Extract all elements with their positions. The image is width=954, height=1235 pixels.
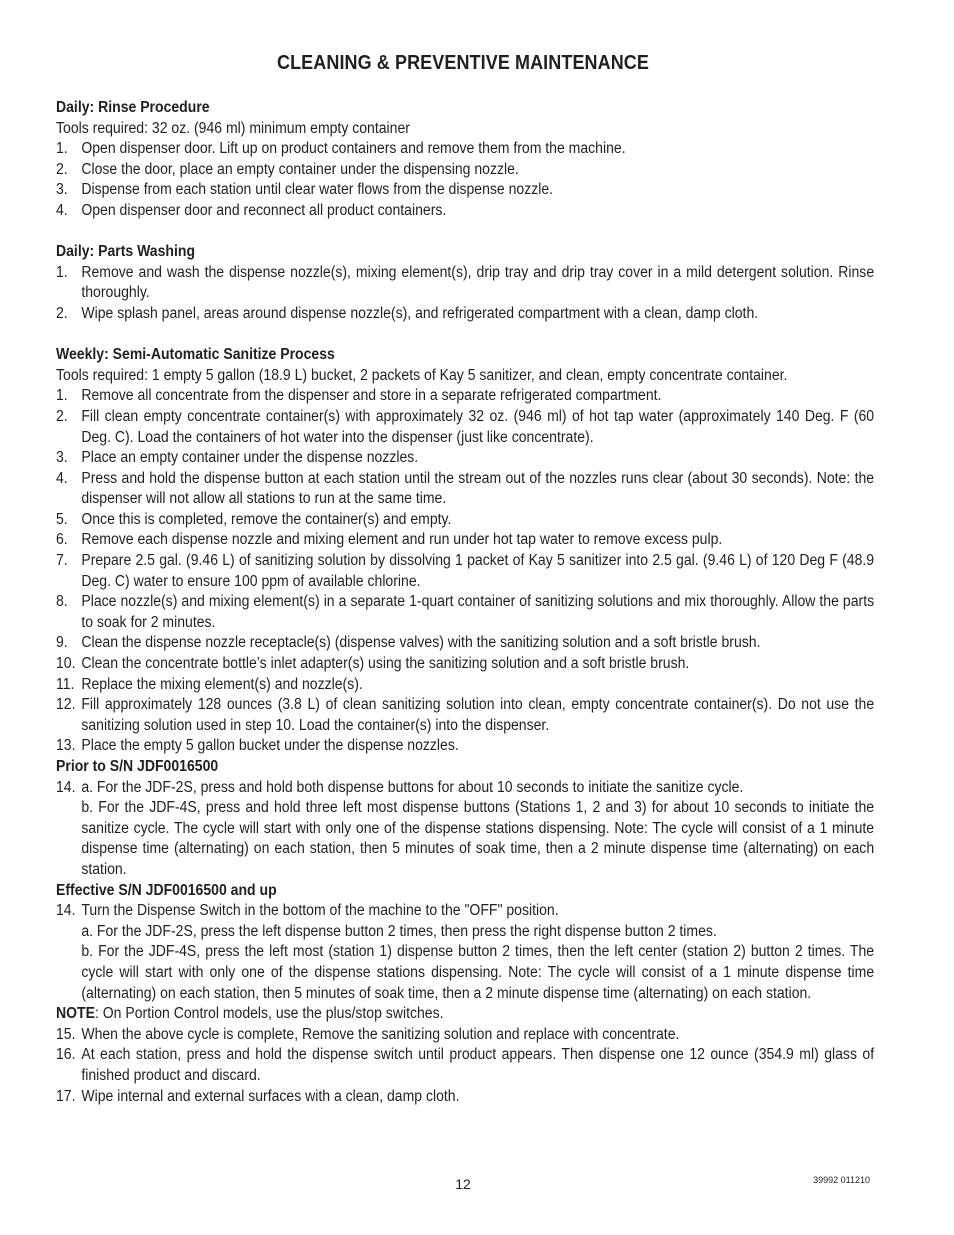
list-item: [56, 386, 874, 407]
step-number: 8.: [56, 593, 68, 611]
washing-heading: Daily: Parts Washing: [56, 243, 196, 261]
parts-washing-section: [56, 242, 874, 324]
step-text: Place an empty container under the dispense nozzles.: [81, 449, 419, 467]
step-text: Turn the Dispense Switch in the bottom of the machine to the "OFF" position.: [81, 902, 559, 920]
step-number: 17.: [56, 1087, 76, 1105]
step-number: 3.: [56, 449, 68, 467]
rinse-heading: Daily: Rinse Procedure: [56, 99, 210, 116]
step-number: 5.: [56, 510, 68, 528]
step-number: 4.: [56, 201, 68, 219]
list-item: [56, 160, 874, 181]
step-text: Press and hold the dispense button at each station until the stream out of the nozzles runs clear (about 30 seconds). Note: the dispenser will not allow all stations to run at the same time.: [81, 469, 875, 508]
step-text: Place nozzle(s) and mixing element(s) in a separate 1-quart container of sanitizing solutions and mix thoroughly. Allow the parts to soak for 2 minutes.: [81, 593, 875, 631]
sanitize-heading: Weekly: Semi-Automatic Sanitize Process: [56, 346, 335, 364]
step-text: Place the empty 5 gallon bucket under the dispense nozzles.: [81, 737, 459, 755]
list-item: [56, 510, 874, 531]
step-text: When the above cycle is complete, Remove the sanitizing solution and replace with concentrate.: [81, 1025, 680, 1043]
step-number: 3.: [56, 181, 68, 199]
step-text: Remove and wash the dispense nozzle(s), mixing element(s), drip tray and drip tray cover in a mild detergent solution. Rinse thoroughly.: [81, 263, 875, 302]
list-item: [56, 778, 874, 799]
list-item: [56, 901, 874, 922]
list-item: [56, 201, 874, 222]
prior-serial-heading: Prior to S/N JDF0016500: [56, 758, 219, 775]
sub-step-text: a. For the JDF-2S, press the left dispense button 2 times, then press the right dispense button 2 times.: [81, 922, 717, 940]
list-item: [56, 180, 874, 201]
rinse-procedure-section: [56, 98, 874, 222]
document-code: 39992 011210: [813, 1175, 870, 1185]
document-body: [56, 98, 874, 1128]
step-text: Prepare 2.5 gal. (9.46 L) of sanitizing solution by dissolving 1 packet of Kay 5 sanitizer into 2.5 gal. (9.46 L) of 120 Deg F (48.9 Deg. C) water to ensure 100 ppm of available chlorine.: [81, 552, 875, 590]
step-number: 15.: [56, 1025, 76, 1043]
step-text: Close the door, place an empty container under the dispensing nozzle.: [81, 160, 519, 178]
step-number: 1.: [56, 387, 68, 405]
list-item: [56, 675, 874, 696]
step-number: 14.: [56, 778, 76, 796]
list-item: [56, 407, 874, 448]
step-number: 6.: [56, 531, 68, 549]
step-text: Open dispenser door and reconnect all product containers.: [81, 201, 447, 219]
list-item: [56, 736, 874, 757]
list-item: [56, 633, 874, 654]
step-text: Open dispenser door. Lift up on product containers and remove them from the machine.: [81, 140, 626, 158]
step-text: Clean the concentrate bottle’s inlet adapter(s) using the sanitizing solution and a soft bristle brush.: [81, 655, 690, 673]
step-text: Fill clean empty concentrate container(s) with approximately 32 oz. (946 ml) of hot tap water (approximately 140 Deg. F (60 Deg. C). Load the containers of hot water into the dispenser (just like concentrate).: [81, 407, 875, 446]
list-item: [56, 1045, 874, 1086]
step-number: 13.: [56, 737, 76, 755]
page-title: CLEANING & PREVENTIVE MAINTENANCE: [276, 52, 650, 74]
step-text: Replace the mixing element(s) and nozzle(s).: [81, 675, 363, 693]
list-item: [56, 1025, 874, 1046]
sanitize-tools: Tools required: 1 empty 5 gallon (18.9 L) bucket, 2 packets of Kay 5 sanitizer, and clean, empty concentrate container.: [56, 366, 788, 384]
note: [56, 1004, 874, 1025]
step-text: a. For the JDF-2S, press and hold both dispense buttons for about 10 seconds to initiate the sanitize cycle.: [81, 778, 744, 796]
step-number: 7.: [56, 552, 68, 570]
list-item: [56, 304, 874, 325]
effective-serial-heading: Effective S/N JDF0016500 and up: [56, 881, 277, 899]
note-text: : On Portion Control models, use the plus/stop switches.: [94, 1005, 444, 1023]
step-number: 10.: [56, 655, 76, 673]
step-number: 14.: [56, 902, 76, 920]
page-number: 12: [455, 1176, 471, 1192]
step-text: Wipe splash panel, areas around dispense nozzle(s), and refrigerated compartment with a clean, damp cloth.: [81, 304, 759, 322]
step-text: Dispense from each station until clear water flows from the dispense nozzle.: [81, 181, 554, 199]
list-item: [56, 530, 874, 551]
sub-step-text: b. For the JDF-4S, press the left most (station 1) dispense button 2 times, then the left center (station 2) button 2 times. The cycle will start with only one of the dispense stations dispensing. Note: The cycle will consist of a 1 minute dispense time (alternating) on each station, then 5 minutes of soak time, then a 2 minute dispense time (alternating) on each station.: [81, 943, 875, 1002]
rinse-tools: Tools required: 32 oz. (946 ml) minimum empty container: [56, 119, 410, 137]
sanitize-section: [56, 345, 874, 1107]
step-text: Remove all concentrate from the dispenser and store in a separate refrigerated compartment.: [81, 387, 662, 405]
step-text: Once this is completed, remove the container(s) and empty.: [81, 510, 452, 528]
list-item: [56, 263, 874, 304]
step-text: At each station, press and hold the dispense switch until product appears. Then dispense one 12 ounce (354.9 ml) glass of finished product and discard.: [81, 1046, 875, 1084]
list-item: [56, 469, 874, 510]
sub-step-text: b. For the JDF-4S, press and hold three left most dispense buttons (Stations 1, 2 and 3) for about 10 seconds to initiate the sanitize cycle. The cycle will start with only one of the dispense stations dispensing. Note: The cycle will consist of a 1 minute dispense time (alternating) on each station, then 5 minutes of soak time, then a 2 minute dispense time (alternating) on each station.: [81, 799, 875, 878]
list-item: [56, 448, 874, 469]
step-number: 16.: [56, 1046, 76, 1064]
step-text: Wipe internal and external surfaces with a clean, damp cloth.: [81, 1087, 460, 1105]
step-text: Remove each dispense nozzle and mixing element and run under hot tap water to remove excess pulp.: [81, 531, 723, 549]
step-number: 1.: [56, 263, 68, 281]
step-number: 2.: [56, 407, 68, 425]
step-number: 2.: [56, 160, 68, 178]
step-text: Fill approximately 128 ounces (3.8 L) of clean sanitizing solution into clean, empty concentrate container(s). Do not use the sanitizing solution used in step 10. Load the container(s) into the dispenser.: [81, 696, 875, 734]
step-number: 2.: [56, 304, 68, 322]
step-number: 1.: [56, 140, 68, 158]
list-item: [56, 592, 874, 633]
list-item: [56, 654, 874, 675]
step-number: 4.: [56, 469, 68, 487]
step-number: 12.: [56, 696, 76, 714]
list-item: [56, 551, 874, 592]
step-number: 9.: [56, 634, 68, 652]
step-number: 11.: [56, 675, 75, 693]
step-text: Clean the dispense nozzle receptacle(s) (dispense valves) with the sanitizing solution and a soft bristle brush.: [81, 634, 761, 652]
list-item: [56, 139, 874, 160]
list-item: [56, 1087, 874, 1108]
list-item: [56, 695, 874, 736]
note-label: NOTE: [56, 1005, 95, 1023]
